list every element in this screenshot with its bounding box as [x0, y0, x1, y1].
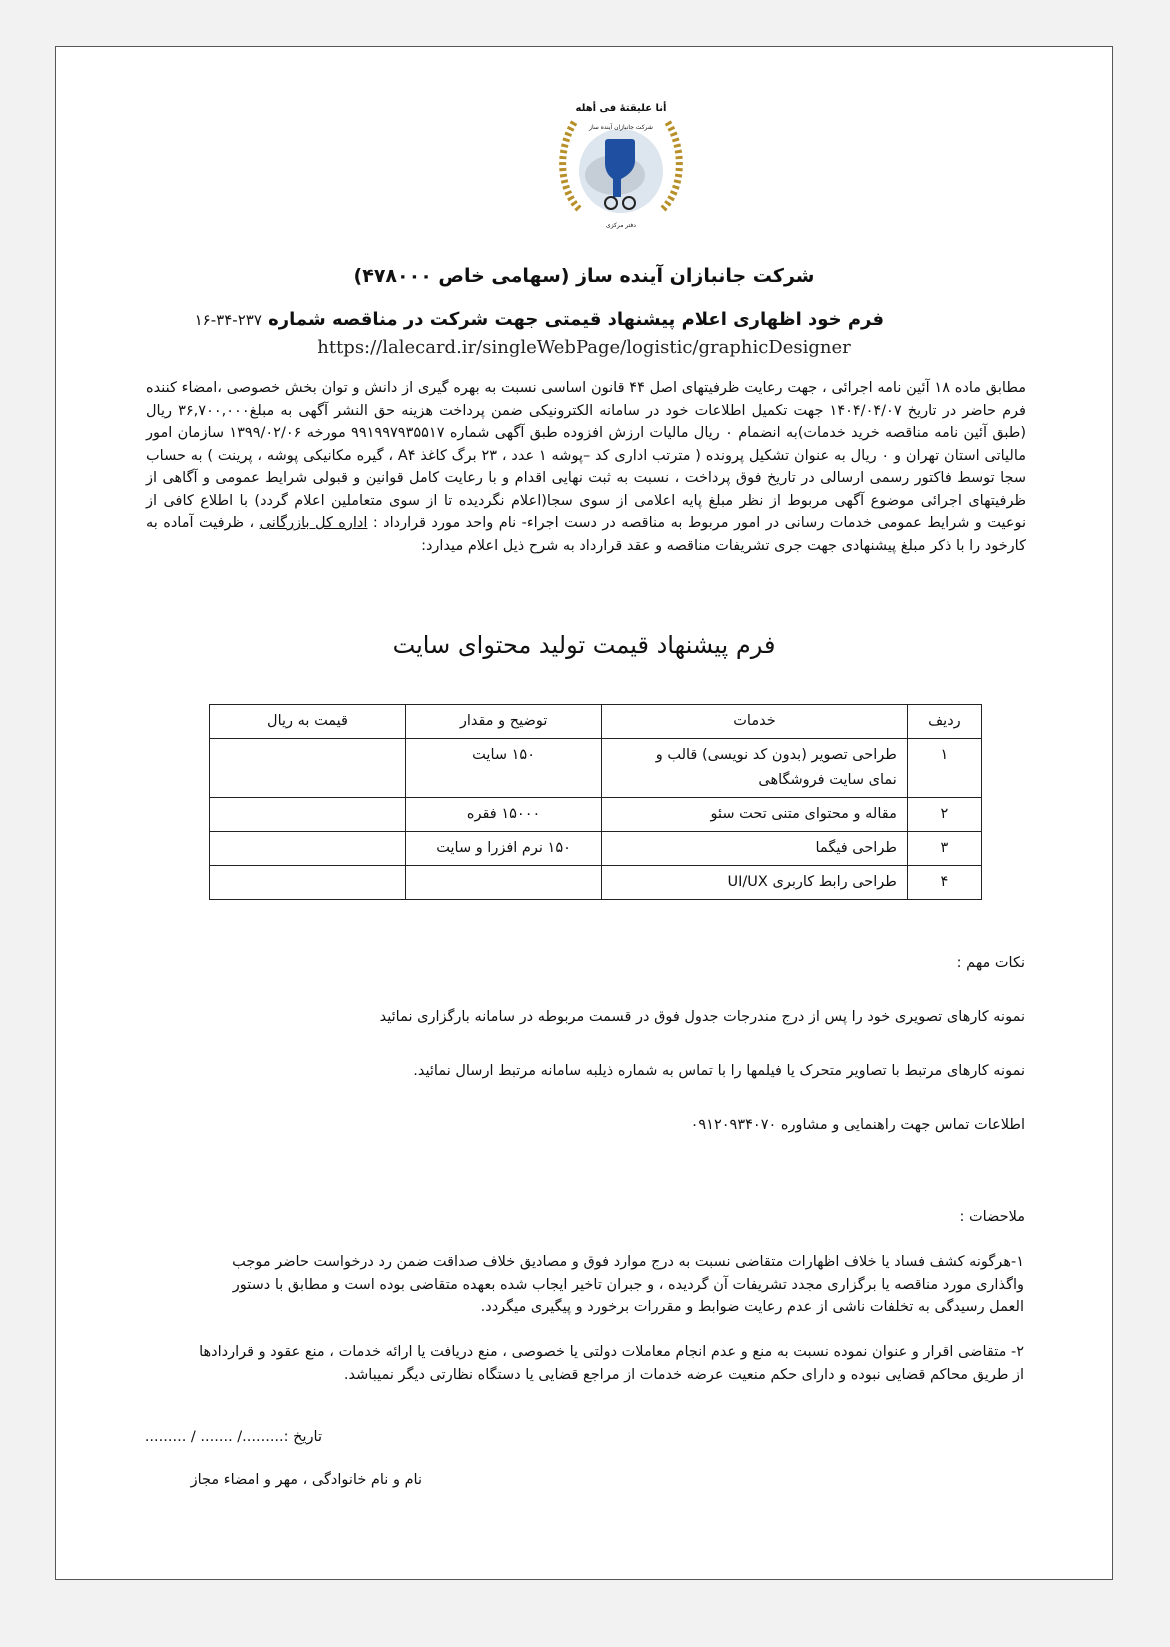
row-service [602, 739, 908, 798]
row-price[interactable] [210, 739, 406, 798]
row-service: مقاله و محتوای متنی تحت سئو [602, 798, 908, 832]
form-title-text: فرم خود اظهاری اعلام پیشنهاد قیمتی جهت شرکت در مناقصه شماره [268, 309, 884, 330]
intro-text: مطابق ماده ۱۸ آئین نامه اجرائی ، جهت رعایت ظرفیتهای اصل ۴۴ قانون اساسی نسبت به بهره گیری از دانش و توان بخش خصوصی ،امضاء کننده فرم حاضر در تاریخ ۱۴۰۴/۰۴/۰۷ جهت تکمیل اطلاعات خود در سامانه الکترونیکی ضمن پرداخت هزینه حق النشر آگهی به مبلغ۳۶,۷۰۰,۰۰۰ ریال (طبق آئین نامه مناقصه خرید خدمات)به انضمام ۰ ریال مالیات ارزش افزوده طبق آگهی شماره ۹۹۱۹۹۷۹۳۵۵۱۷ مورخه ۱۳۹۹/۰۲/۰۶ سازمان امور مالیاتی استان تهران و ۰ ریال به عنوان تشکیل پرونده ( مترتب اداری کد –پوشه ۱ عدد ، ۲۳ برگ کاغذ A۴ ، گیره مکانیکی پوشه ، پرینت ) به حساب سجا توسط فاکتور رسمی ارسالی در تاریخ فوق پرداخت ، نسبت به ثبت نهایی اقدام و با رعایت کامل قوانین و قبولی شرایط عمومی و آگاهی از ظرفیتهای اجرائی موضوع آگهی مربوط از نظر مبلغ پایه اعلامی از سوی سجا(اعلام نگردیده تا از سوی متعاملین اعلام گردد) با اطلاع کافی از نوعیت و شرایط عمومی خدمات رسانی در امور مربوط به مناقصه در دست اجراء- نام واحد مورد قرارداد : [146, 380, 1027, 531]
logo-top-text: أنا عليقتهٔ فی أهله [575, 103, 667, 114]
row-service-line2: نمای سایت فروشگاهی [758, 772, 897, 788]
price-form-title: فرم پیشنهاد قیمت تولید محتوای سایت [392, 631, 776, 659]
row-description: ۱۵۰ نرم افزرا و سایت [406, 832, 602, 866]
note-item: نمونه کارهای تصویری خود را پس از درج مندرجات جدول فوق در قسمت مربوطه در سامانه بارگزاری نمائید [379, 1009, 1025, 1025]
header-description: توضیح و مقدار [406, 705, 602, 739]
logo-bottom-text: دفتر مرکزی [606, 222, 636, 229]
table-row [210, 739, 982, 798]
intro-paragraph [146, 377, 1026, 557]
row-index: ۳ [907, 832, 981, 866]
row-index: ۱ [907, 739, 981, 798]
header-price: قیمت به ریال [210, 705, 406, 739]
table-row [210, 832, 982, 866]
tender-number: ۲۳۷-۳۴-۱۶ [194, 311, 262, 329]
price-table [209, 704, 982, 900]
row-service: طراحی رابط کاربری UI/UX [602, 866, 908, 900]
row-description: ۱۵۰۰۰ فقره [406, 798, 602, 832]
row-price[interactable] [210, 866, 406, 900]
row-price[interactable] [210, 798, 406, 832]
remarks-heading: ملاحضات : [959, 1209, 1025, 1225]
signature-label: نام و نام خانوادگی ، مهر و امضاء مجاز [190, 1472, 422, 1488]
table-header-row [210, 705, 982, 739]
notes-heading: نکات مهم : [956, 955, 1025, 971]
header-service: خدمات [602, 705, 908, 739]
contact-info: اطلاعات تماس جهت راهنمایی و مشاوره ۰۹۱۲۰۹۳۴۰۷۰ [690, 1117, 1025, 1133]
row-index: ۴ [907, 866, 981, 900]
table-row [210, 866, 982, 900]
remark-item: ۲- متقاضی اقرار و عنوان نموده نسبت به منع و عدم انجام معاملات دولتی یا خصوصی ، منع دریافت یا ارائه خدمات ، منع عقود و قراردادها از طریق محاکم قضایی نبوده و دارای حکم منعیت عرضه خدمات از مراجع قضایی یا دستگاه نظارتی دیگر نمیباشد. [199, 1344, 1024, 1383]
unit-name: اداره کل بازرگانی [259, 515, 368, 531]
source-url: https://lalecard.ir/singleWebPage/logistic/graphicDesigner [317, 337, 851, 358]
remark-item: ۱-هرگونه کشف فساد یا خلاف اظهارات متقاضی نسبت به درج موارد فوق و مصادیق خلاف صداقت ضمن رد درخواست حاضر موجب واگذاری مورد مناقصه یا برگزاری مجدد تشریفات آن گردیده ، و جبران تاخیر ایجاب شده بعهده متقاضی بوده است و مطابق با دستور العمل رسیدگی به تخلفات ناشی از عدم رعایت ضوابط و مقررات برخورد و پیگیری میگردد. [232, 1254, 1024, 1315]
row-service-line1: طراحی تصویر (بدون کد نویسی) قالب و [655, 747, 897, 763]
form-title [195, 309, 884, 330]
row-price[interactable] [210, 832, 406, 866]
row-description: ۱۵۰ سایت [406, 739, 602, 798]
intro-text-end: ، ظرفیت آماده به کارخود را با ذکر مبلغ پیشنهادی جهت جری تشریفات مناقصه و عقد قرارداد به شرح ذیل اعلام میدارد: [146, 515, 1026, 554]
row-index: ۲ [907, 798, 981, 832]
document-page [55, 46, 1113, 1580]
table-row [210, 798, 982, 832]
company-logo [551, 89, 691, 239]
header-index: ردیف [907, 705, 981, 739]
note-item: نمونه کارهای مرتبط با تصاویر متحرک یا فیلمها را با تماس به شماره ذیلبه سامانه مرتبط ارسال نمائید. [413, 1063, 1025, 1079]
logo-ring-text: شرکت جانبازان آینده ساز [589, 124, 653, 131]
company-name: شرکت جانبازان آینده ساز (سهامی خاص ۴۷۸۰۰۰) [353, 265, 815, 287]
row-service: طراحی فیگما [602, 832, 908, 866]
row-description [406, 866, 602, 900]
date-field[interactable]: تاریخ :........./ ....... / ......... [144, 1429, 322, 1445]
